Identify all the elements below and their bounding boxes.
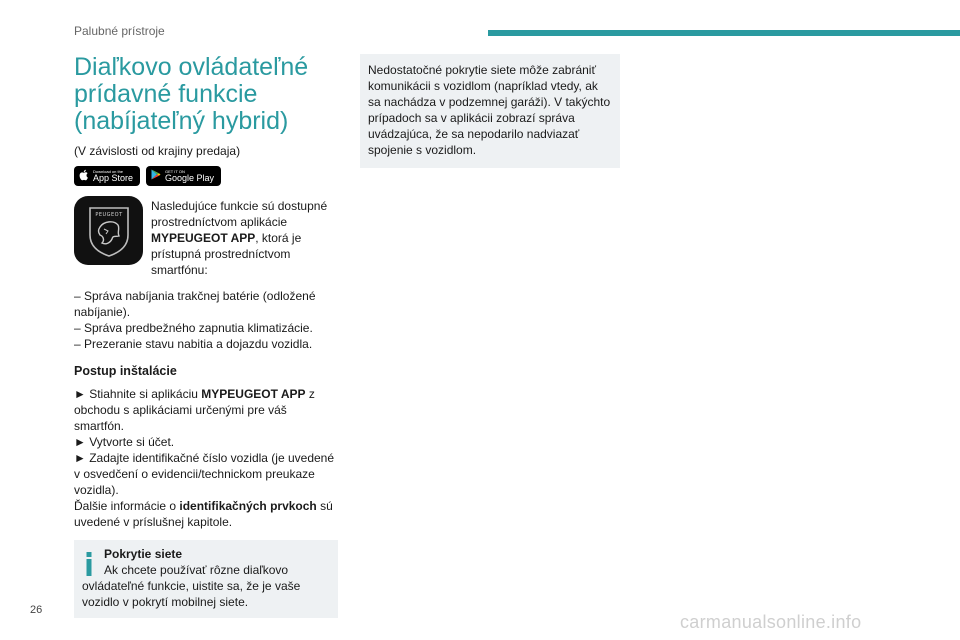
title-line-1: Diaľkovo ovládateľné <box>74 53 309 81</box>
app-store-big-text: App Store <box>93 172 134 183</box>
network-note-box <box>360 54 620 168</box>
info-title: Pokrytie siete <box>104 547 183 561</box>
page-number: 26 <box>30 604 43 616</box>
section-header: Palubné prístroje <box>74 24 165 38</box>
store-badges <box>74 166 338 186</box>
google-play-badge[interactable] <box>146 166 221 186</box>
header-accent-bar <box>488 30 960 36</box>
intro-text: Nasledujúce funkcie sú dostupné prostredníctvom aplikácie MYPEUGEOT APP, ktorá je prístupná prostredníctvom smartfónu: <box>151 199 328 277</box>
availability-note: (V závislosti od krajiny predaja) <box>74 144 241 158</box>
apple-icon <box>79 169 89 184</box>
play-icon <box>151 169 161 183</box>
peugeot-app-icon <box>74 196 143 265</box>
app-store-small-text: Download on the <box>93 168 124 174</box>
info-icon <box>84 552 94 576</box>
network-note-text: Nedostatočné pokrytie siete môže zabrániť komunikácii s vozidlom (napríklad vtedy, ak sa nachádza v podzemnej garáži). V takýchto prípadoch sa v aplikácii zobrazí správa uvádzajúca, že sa nepodarilo nadviazať spojenie s vozidlom. <box>368 63 611 157</box>
left-column <box>74 54 338 618</box>
install-step-1: ► Stiahnite si aplikáciu MYPEUGEOT APP z obchodu s aplikáciami určenými pre váš smartfón. <box>74 387 315 433</box>
list-item: – Správa nabíjania trakčnej batérie (odložené nabíjanie). <box>74 289 316 319</box>
app-store-badge[interactable] <box>74 166 140 186</box>
google-play-big-text: Google Play <box>165 172 215 183</box>
peugeot-logo-text: PEUGEOT <box>94 211 123 218</box>
network-info-box <box>74 540 338 618</box>
install-heading: Postup inštalácie <box>74 364 177 378</box>
page-title <box>74 54 338 135</box>
install-steps <box>74 386 338 530</box>
more-info: Ďalšie informácie o identifikačných prvkoch sú uvedené v príslušnej kapitole. <box>74 499 333 529</box>
intro-block <box>74 196 338 278</box>
watermark: carmanualsonline.info <box>680 612 862 632</box>
install-step-2: ► Vytvorte si účet. <box>74 435 175 449</box>
info-text-rest: ovládateľné funkcie, uistite sa, že je vaše vozidlo v pokrytí mobilnej siete. <box>82 579 301 609</box>
feature-list <box>74 288 338 352</box>
google-play-small-text: GET IT ON <box>165 168 185 174</box>
info-text-line1: Ak chcete používať rôzne diaľkovo <box>104 563 289 577</box>
list-item: – Správa predbežného zapnutia klimatizácie. <box>74 321 313 335</box>
install-step-3: ► Zadajte identifikačné číslo vozidla (je uvedené v osvedčení o evidencii/technickom preukaze vozidla). <box>74 451 335 497</box>
title-line-3: (nabíjateľný hybrid) <box>74 107 289 135</box>
app-name: MYPEUGEOT APP <box>151 231 256 245</box>
list-item: – Prezeranie stavu nabitia a dojazdu vozidla. <box>74 337 313 351</box>
title-line-2: prídavné funkcie <box>74 80 258 108</box>
